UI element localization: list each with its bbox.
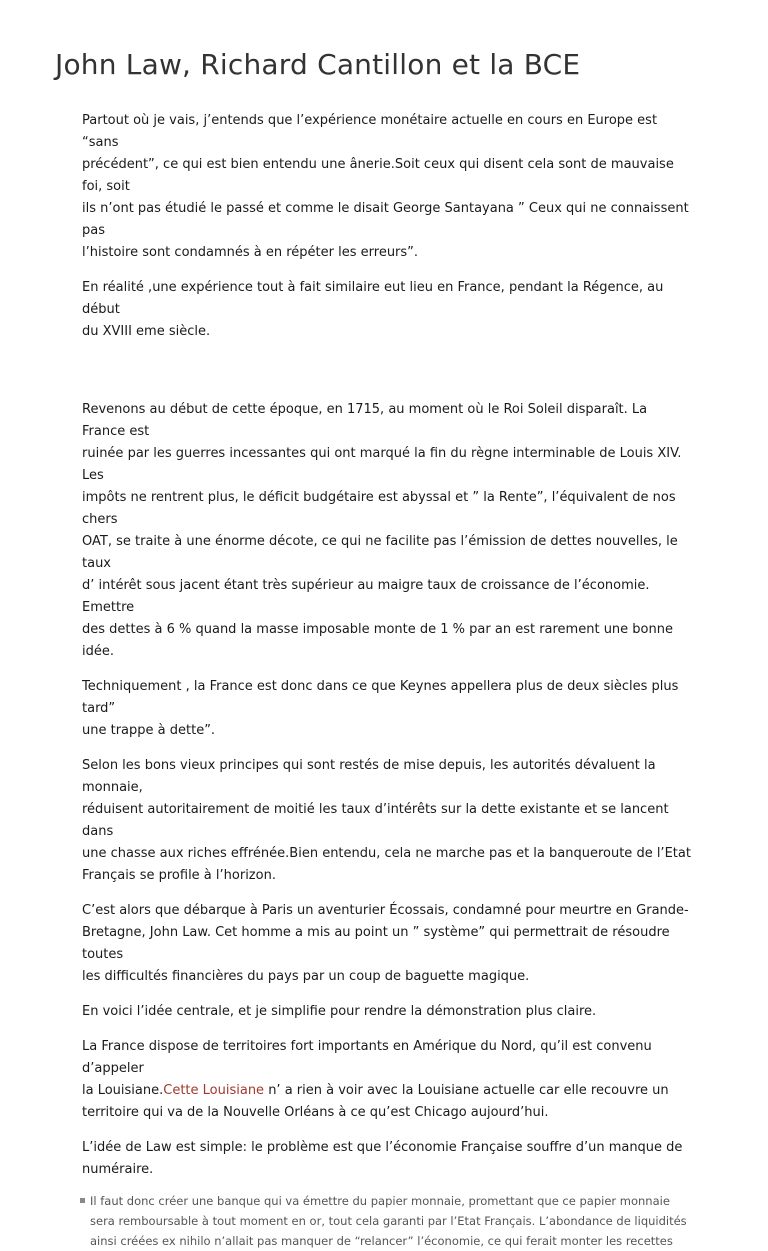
paragraph-principes (82, 755, 692, 887)
text-line: L’idée de Law est simple: le problème est que l’économie Française souffre d’un manque de (82, 1140, 683, 1155)
text-line: d’ intérêt sous jacent étant très supérieur au maigre taux de croissance de l’économie. Emettre (82, 578, 650, 615)
text-line: ainsi créées ex nihilo n’allait pas manquer de “relancer” l’économie, ce qui ferait monter les recettes (90, 1234, 673, 1248)
text-line: n’ a rien à voir avec la Louisiane actuelle car elle recouvre un (264, 1083, 669, 1098)
louisiane-link[interactable]: Cette Louisiane (163, 1083, 265, 1098)
page-title: John Law, Richard Cantillon et la BCE (55, 48, 581, 81)
text-line: Français se profile à l’horizon. (82, 868, 276, 883)
article-body (82, 110, 692, 1251)
text-line: ruinée par les guerres incessantes qui ont marqué la fin du règne interminable de Louis XIV. Les (82, 446, 682, 483)
text-line: l’histoire sont condamnés à en répéter les erreurs”. (82, 245, 419, 260)
text-line: Partout où je vais, j’entends que l’expérience monétaire actuelle en cours en Europe est “sans (82, 113, 658, 150)
text-line: du XVIII eme siècle. (82, 324, 211, 339)
text-line: Bretagne, John Law. Cet homme a mis au point un ” système” qui permettrait de résoudre toutes (82, 925, 670, 962)
paragraph-intro (82, 110, 692, 264)
text-line: réduisent autoritairement de moitié les taux d’intérêts sur la dette existante et se lancent dans (82, 802, 669, 839)
text-line: Techniquement , la France est donc dans ce que Keynes appellera plus de deux siècles plus tard” (82, 679, 679, 716)
text-line: Selon les bons vieux principes qui sont restés de mise depuis, les autorités dévaluent la monnaie, (82, 758, 656, 795)
text-line: ils n’ont pas étudié le passé et comme le disait George Santayana ” Ceux qui ne connaissent pas (82, 201, 689, 238)
text-line: En voici l’idée centrale, et je simplifie pour rendre la démonstration plus claire. (82, 1004, 597, 1019)
paragraph-regence (82, 277, 692, 343)
text-line: C’est alors que débarque à Paris un aventurier Écossais, condamné pour meurtre en Grande- (82, 903, 689, 918)
paragraph-louisiane (82, 1036, 692, 1124)
text-line: Il faut donc créer une banque qui va émettre du papier monnaie, promettant que ce papier monnaie (90, 1194, 670, 1208)
bullet-marker-icon (80, 1198, 85, 1203)
text-line: numéraire. (82, 1162, 154, 1177)
text-line: des dettes à 6 % quand la masse imposable monte de 1 % par an est rarement une bonne idée. (82, 622, 673, 659)
paragraph-idee-law (82, 1137, 692, 1181)
bullet-list (82, 1191, 692, 1251)
text-line: En réalité ,une expérience tout à fait similaire eut lieu en France, pendant la Régence, au début (82, 280, 664, 317)
text-line: une chasse aux riches effrénée.Bien entendu, cela ne marche pas et la banqueroute de l’Etat (82, 846, 691, 861)
text-line: précédent”, ce qui est bien entendu une ânerie.Soit ceux qui disent cela sont de mauvaise foi, soit (82, 157, 674, 194)
text-line: une trappe à dette”. (82, 723, 216, 738)
text-line: territoire qui va de la Nouvelle Orléans à ce qu’est Chicago aujourd’hui. (82, 1105, 549, 1120)
list-item (82, 1191, 692, 1251)
paragraph-john-law (82, 900, 692, 988)
text-line: OAT, se traite à une énorme décote, ce qui ne facilite pas l’émission de dettes nouvelles, le taux (82, 534, 678, 571)
text-line: impôts ne rentrent plus, le déficit budgétaire est abyssal et ” la Rente”, l’équivalent de nos chers (82, 490, 676, 527)
paragraph-idee-centrale (82, 1001, 692, 1023)
text-line: la Louisiane. (82, 1083, 164, 1098)
text-line: sera remboursable à tout moment en or, tout cela garanti par l’Etat Français. L’abondance de liquidités (90, 1214, 687, 1228)
text-line: les difficultés financières du pays par un coup de baguette magique. (82, 969, 530, 984)
paragraph-1715 (82, 399, 692, 663)
paragraph-keynes (82, 676, 692, 742)
text-line: Revenons au début de cette époque, en 1715, au moment où le Roi Soleil disparaît. La France est (82, 402, 648, 439)
text-line: La France dispose de territoires fort importants en Amérique du Nord, qu’il est convenu d’appeler (82, 1039, 652, 1076)
